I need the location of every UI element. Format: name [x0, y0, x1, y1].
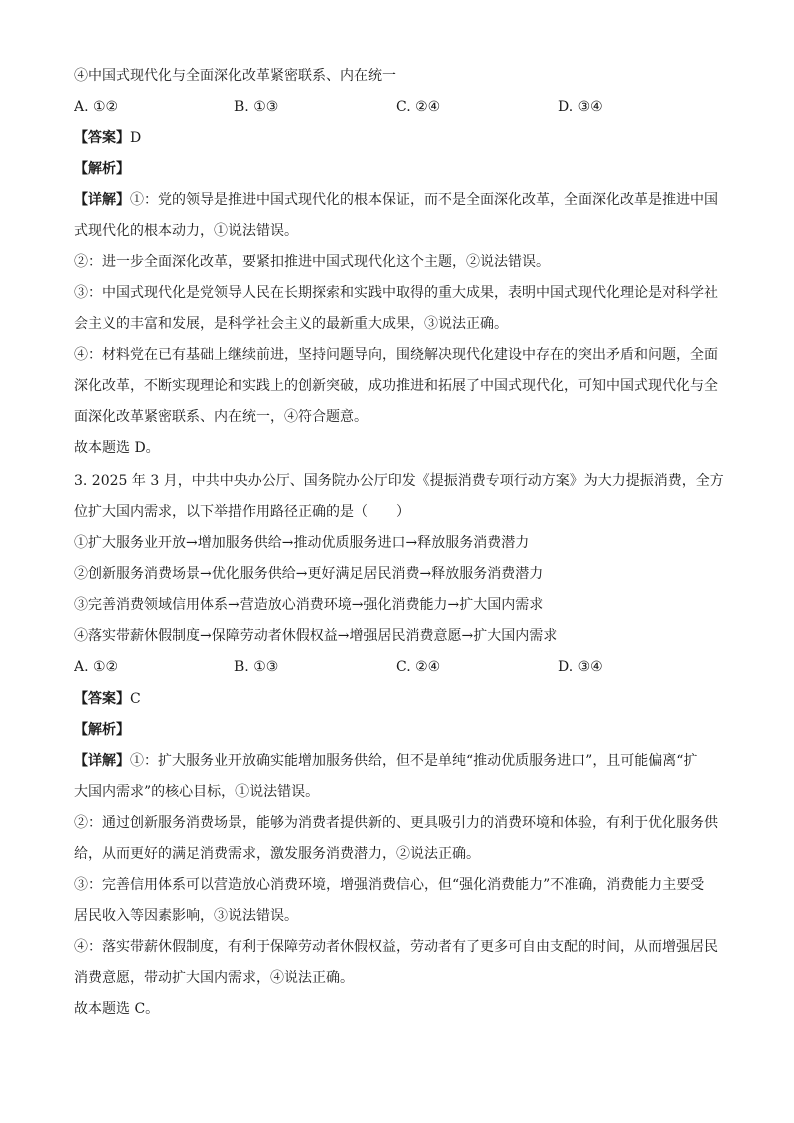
- question-stem: 3. 2025 年 3 月，中共中央办公厅、国务院办公厅印发《提振消费专项行动方案》为大力提振消费，全方: [74, 473, 724, 489]
- detail-line: 式现代化的根本动力，①说法错误。: [74, 223, 298, 239]
- statement: ③完善消费领域信用体系→营造放心消费环境→强化消费能力→扩大国内需求: [74, 597, 544, 613]
- option-c: C. ②④: [396, 99, 441, 115]
- detail-line: 居民收入等因素影响，③说法错误。: [74, 908, 298, 924]
- detail-line: 深化改革，不断实现理论和实践上的创新突破，成功推进和拓展了中国式现代化，可知中国式现代化与全: [74, 378, 718, 394]
- detail-line: 【详解】①：扩大服务业开放确实能增加服务供给，但不是单纯“推动优质服务进口”，且可能偏离“扩: [74, 753, 698, 769]
- detail-tag: 【详解】: [74, 753, 130, 769]
- statement-4: ④中国式现代化与全面深化改革紧密联系、内在统一: [74, 68, 396, 84]
- answer-value: C: [130, 691, 141, 707]
- detail-line: 给，从而更好的满足消费需求，激发服务消费潜力，②说法正确。: [74, 846, 480, 862]
- detail-line: ④：落实带薪休假制度，有利于保障劳动者休假权益，劳动者有了更多可自由支配的时间，从而增强居民: [74, 939, 718, 955]
- option-c: C. ②④: [396, 659, 441, 675]
- detail-line: ③：完善信用体系可以营造放心消费环境，增强消费信心，但“强化消费能力”不准确，消费能力主要受: [74, 877, 705, 893]
- answer-line: [74, 689, 724, 709]
- option-b: B. ①③: [234, 99, 279, 115]
- option-a: A. ①②: [74, 659, 119, 675]
- answer-tag: 【答案】: [74, 691, 130, 707]
- detail-line: 【详解】①：党的领导是推进中国式现代化的根本保证，而不是全面深化改革，全面深化改革是推进中国: [74, 192, 718, 208]
- detail-line: 消费意愿，带动扩大国内需求，④说法正确。: [74, 970, 354, 986]
- detail-line: ③：中国式现代化是党领导人民在长期探索和实践中取得的重大成果，表明中国式现代化理论是对科学社: [74, 285, 718, 301]
- detail-line: 面深化改革紧密联系、内在统一，④符合题意。: [74, 409, 368, 425]
- question-stem: 位扩大国内需求，以下举措作用路径正确的是（ ）: [74, 504, 410, 520]
- detail-line: ②：通过创新服务消费场景，能够为消费者提供新的、更具吸引力的消费环境和体验，有利于优化服务供: [74, 815, 718, 831]
- detail-line: ④：材料党在已有基础上继续前进，坚持问题导向，围绕解决现代化建设中存在的突出矛盾和问题，全面: [74, 347, 718, 363]
- answer-value: D: [130, 130, 142, 146]
- option-d: D. ③④: [558, 659, 603, 675]
- conclusion: 故本题选 D。: [74, 440, 160, 456]
- conclusion: 故本题选 C。: [74, 1001, 160, 1017]
- option-d: D. ③④: [558, 99, 603, 115]
- detail-line: ②：进一步全面深化改革，要紧扣推进中国式现代化这个主题，②说法错误。: [74, 254, 550, 270]
- detail-tag: 【详解】: [74, 192, 130, 208]
- statement: ④落实带薪休假制度→保障劳动者休假权益→增强居民消费意愿→扩大国内需求: [74, 628, 558, 644]
- options-row: [74, 657, 724, 677]
- statement: ①扩大服务业开放→增加服务供给→推动优质服务进口→释放服务消费潜力: [74, 535, 530, 551]
- analysis-tag: 【解析】: [74, 161, 130, 177]
- statement: ②创新服务消费场景→优化服务供给→更好满足居民消费→释放服务消费潜力: [74, 566, 544, 582]
- analysis-tag: 【解析】: [74, 722, 130, 738]
- detail-line: 大国内需求”的核心目标，①说法错误。: [74, 784, 320, 800]
- option-b: B. ①③: [234, 659, 279, 675]
- answer-line: [74, 128, 724, 148]
- option-a: A. ①②: [74, 99, 119, 115]
- detail-line: 会主义的丰富和发展，是科学社会主义的最新重大成果，③说法正确。: [74, 316, 508, 332]
- options-row: [74, 97, 724, 117]
- answer-tag: 【答案】: [74, 130, 130, 146]
